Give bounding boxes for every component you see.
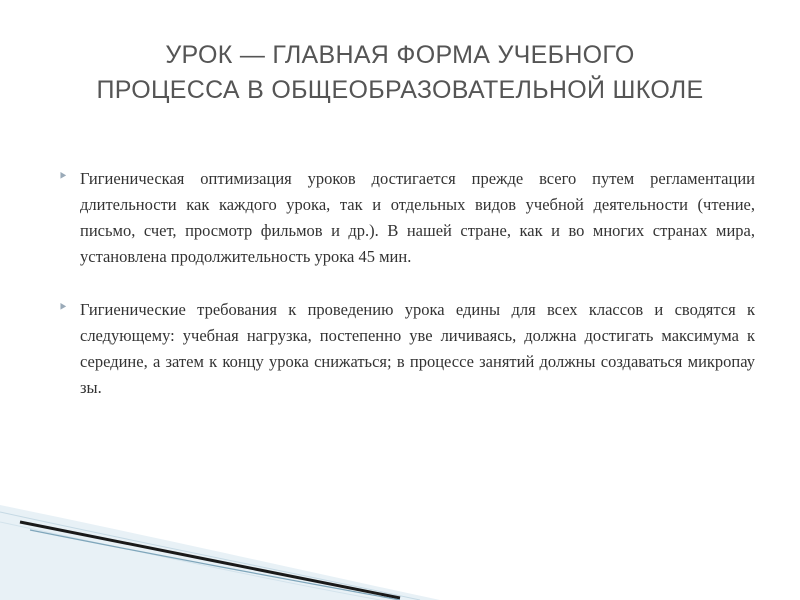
arrow-bullet-icon: ⯈ [58,169,68,183]
wave-fill-light [0,505,440,600]
title-line-2: ПРОЦЕССА В ОБЩЕОБРАЗОВАТЕЛЬНОЙ ШКОЛЕ [96,76,704,104]
title-line-1: УРОК — ГЛАВНАЯ ФОРМА УЧЕБНОГО [165,41,635,69]
bullet-text: Гигиенические требования к проведению урока едины для всех классов и сводятся к следующему: учебная нагрузка, постепенно уве личиваясь, должна достигать максимума к середине, а затем к концу урока снижаться; в процессе занятий должны создаваться микропау зы. [80,300,755,397]
bullet-text: Гигиеническая оптимизация уроков достигается прежде всего путем регламентации длительности как каждого урока, так и отдельных видов учебной деятельности (чтение, письмо, счет, просмотр фильмов и др.). В нашей стране, как и во многих странах мира, установлена продолжительность урока 45 мин. [80,169,755,266]
arrow-bullet-icon: ⯈ [58,300,68,314]
